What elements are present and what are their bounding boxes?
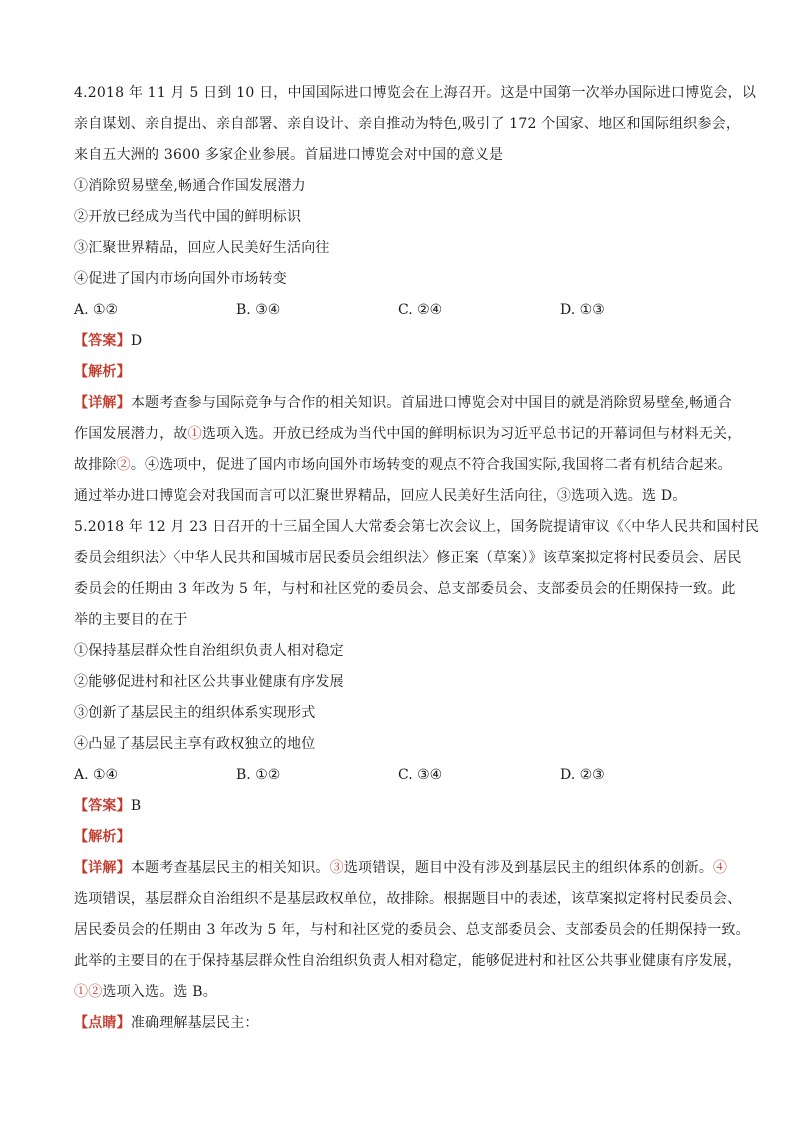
answer-line: [74, 791, 726, 822]
detail-line: [74, 419, 742, 450]
question-stem-line: 来自五大洲的 3600 多家企业参展。首届进口博览会对中国的意义是: [74, 147, 504, 163]
detail-text: 本题考查基层民主的相关知识。: [130, 860, 330, 876]
detail-line: 选项错误，基层群众自治组织不是基层政权单位，故排除。根据题目中的表述，该草案拟定将村民委员会、: [74, 891, 742, 907]
detail-text: 选项入选。开放已经成为当代中国的鲜明标识为习近平总书记的开幕词但与材料无关，: [201, 426, 742, 442]
answer-options: [74, 760, 726, 791]
detail-text: 。④选项中，促进了国内市场向国外市场转变的观点不符合我国实际,我国将二者有机结合起来。: [130, 457, 732, 473]
question-5: [74, 512, 760, 1039]
detail-line: [74, 388, 732, 419]
detail-text: 本题考查参与国际竞争与合作的相关知识。首届进口博览会对中国目的就是消除贸易壁垒,畅通合: [130, 395, 732, 411]
option-b: B. ③④: [236, 302, 281, 318]
question-4: [74, 78, 757, 512]
question-item: ④凸显了基层民主享有政权独立的地位: [74, 736, 316, 752]
detail-mark: ④: [713, 860, 728, 876]
answer-value: D: [130, 333, 143, 349]
detail-text: 作国发展潜力，故: [74, 426, 188, 442]
question-stem-line: 5.2018 年 12 月 23 日召开的十三届全国人大常委会第七次会议上，国务院提请审议《〈中华人民共和国村民: [74, 519, 760, 535]
analysis-tag: 【解析】: [74, 829, 131, 845]
detail-line: 居民委员会的任期由 3 年改为 5 年，与村和社区党的委员会、总支部委员会、支部委员会的任期保持一致。: [74, 922, 750, 938]
answer-tag: 【答案】: [74, 333, 131, 349]
detail-line: [74, 853, 726, 884]
analysis-heading: [74, 822, 726, 853]
detail-line: [74, 450, 732, 481]
detail-mark: ②: [116, 457, 131, 473]
option-a: A. ①②: [74, 302, 119, 318]
detail-line: [74, 481, 726, 512]
detail-mark: ①: [187, 426, 202, 442]
answer-value: B: [130, 798, 142, 814]
option-d: D. ②③: [560, 767, 605, 783]
question-item: ①保持基层群众性自治组织负责人相对稳定: [74, 643, 344, 659]
question-stem-line: 委员会的任期由 3 年改为 5 年，与村和社区党的委员会、总支部委员会、支部委员会的任期保持一致。此: [74, 581, 736, 597]
question-stem-line: 4.2018 年 11 月 5 日到 10 日，中国国际进口博览会在上海召开。这是中国第一次举办国际进口博览会，以: [74, 85, 757, 101]
question-item: ①消除贸易壁垒,畅通合作国发展潜力: [74, 178, 306, 194]
option-b: B. ①②: [236, 767, 281, 783]
detail-tag: 【详解】: [74, 860, 131, 876]
point-line: [74, 1008, 726, 1039]
option-c: C. ③④: [398, 767, 443, 783]
option-c: C. ②④: [398, 302, 443, 318]
question-item: ②开放已经成为当代中国的鲜明标识: [74, 209, 302, 225]
question-item: ④促进了国内市场向国外市场转变: [74, 271, 287, 287]
question-item: ③汇聚世界精品，回应人民美好生活向往: [74, 240, 330, 256]
analysis-heading: [74, 357, 726, 388]
analysis-tag: 【解析】: [74, 364, 131, 380]
detail-tag: 【详解】: [74, 395, 131, 411]
detail-line: [74, 977, 726, 1008]
question-stem-line: 亲自谋划、亲自提出、亲自部署、亲自设计、亲自推动为特色,吸引了 172 个国家、地区和国际组织参会，: [74, 116, 741, 132]
detail-line: 此举的主要目的在于保持基层群众性自治组织负责人相对稳定，能够促进村和社区公共事业健康有序发展，: [74, 953, 742, 969]
option-a: A. ①④: [74, 767, 119, 783]
point-text: 准确理解基层民主：: [130, 1015, 259, 1031]
detail-text: 故排除: [74, 457, 117, 473]
detail-mark: ①②: [74, 984, 103, 1000]
detail-text: 选项错误，题目中没有涉及到基层民主的组织体系的创新。: [343, 860, 714, 876]
answer-options: [74, 295, 726, 326]
detail-text: ③选项入选。选 D。: [556, 488, 687, 504]
question-item: ③创新了基层民主的组织体系实现形式: [74, 705, 316, 721]
point-tag: 【点睛】: [74, 1015, 131, 1031]
question-item: ②能够促进村和社区公共事业健康有序发展: [74, 674, 344, 690]
question-stem-line: 举的主要目的在于: [74, 612, 188, 628]
detail-text: 选项入选。选 B。: [102, 984, 217, 1000]
answer-tag: 【答案】: [74, 798, 131, 814]
option-d: D. ①③: [560, 302, 605, 318]
detail-text: 通过举办进口博览会对我国而言可以汇聚世界精品，回应人民美好生活向往，: [74, 488, 557, 504]
answer-line: [74, 326, 726, 357]
document-page: [74, 78, 760, 1039]
question-stem-line: 委员会组织法〉〈中华人民共和国城市居民委员会组织法〉修正案（草案）》该草案拟定将村民委员会、居民: [74, 550, 742, 566]
detail-mark: ③: [329, 860, 344, 876]
